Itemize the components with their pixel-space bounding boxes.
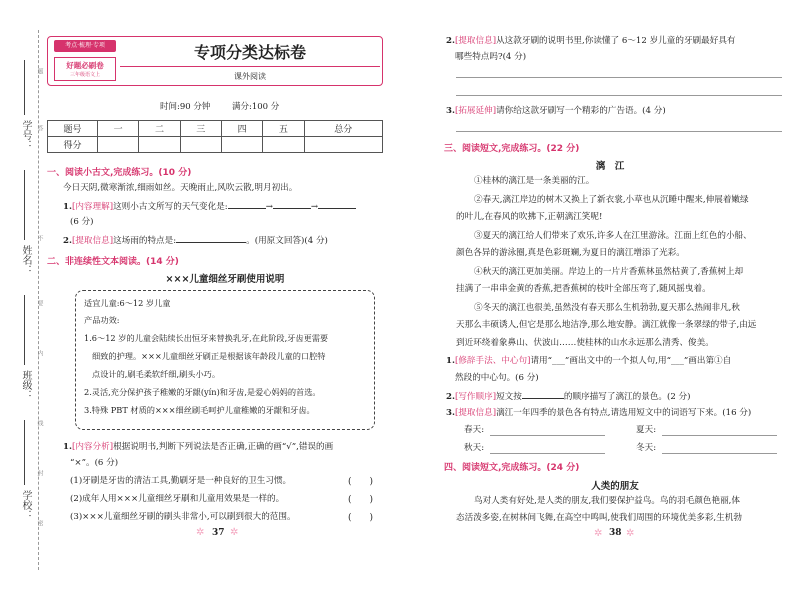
answer-line[interactable] [456,131,782,132]
section-1-title: 一、阅读小古文,完成练习。(10 分) [47,168,192,178]
palm-decoration-icon: ✲ [626,528,635,539]
class-label: 班级： [20,370,31,400]
class-field[interactable] [24,295,25,365]
article-title: ×××儿童细丝牙刷使用说明 [165,274,285,285]
question-3-2 [446,389,786,404]
score-header: 五 [263,121,304,137]
season-label-summer: 夏天: [636,425,657,435]
judge-item: (3)×××儿童细丝牙刷的刷头非常小,可以刷到很大的范围。 [70,512,296,522]
question-tag: [写作顺序] [454,392,497,402]
question-1-2 [63,233,383,248]
passage-line: 颜色各异的游泳圈,真是色彩斑斓,为夏日的漓江增添了光彩。 [456,248,685,258]
box-line: 1.6～12 岁的儿童会陆续长出恒牙来替换乳牙,在此阶段,牙齿更需要 [84,333,329,343]
score-header: 题号 [48,121,98,137]
answer-blank[interactable] [273,199,311,209]
question-tail: 。(用原文回答)(4 分) [246,236,328,246]
question-tag: [拓展延伸] [454,106,497,116]
box-line: 产品功效: [84,315,120,325]
passage-line: ①桂林的漓江是一条美丽的江。 [474,176,595,186]
judge-answer[interactable]: ( ) [348,477,374,487]
box-line: 适宜儿童:6～12 岁儿童 [84,298,171,308]
passage-line: ⑤冬天的漓江也很美,虽然没有春天那么生机勃勃,夏天那么热闹非凡,秋 [474,303,741,313]
page-title: 专项分类达标卷 [193,43,306,62]
score-cell[interactable] [98,137,139,153]
question-number: 3. [446,106,455,116]
question-2-1-cont: “×”。(6 分) [70,458,119,468]
score-cell[interactable] [221,137,262,153]
page-subtitle: 课外阅读 [234,72,266,81]
palm-decoration-icon: ✲ [594,528,603,539]
passage-line: 态活泼多姿,在树林间飞舞,在高空中鸣叫,使我们周围的环境优美多彩,生机勃 [456,513,742,523]
answer-line[interactable] [456,77,782,78]
answer-line[interactable] [662,435,777,436]
section-4-title: 四、阅读短文,完成练习。(24 分) [444,463,580,473]
passage-line: ②春天,漓江岸边的树木又换上了新衣裳,小草也从沉睡中醒来,伸展着嫩绿 [474,195,749,205]
answer-line[interactable] [662,453,777,454]
question-tag: [提取信息] [454,408,497,418]
score-cell[interactable] [139,137,180,153]
answer-blank[interactable] [318,199,356,209]
score-table [47,120,383,153]
judge-answer[interactable]: ( ) [348,495,374,505]
question-1-1-score: (6 分) [70,217,94,227]
question-text: 请你给这款牙刷写一个精彩的广告语。(4 分) [496,106,666,116]
section-1-passage: 今日天阴,微寒渐浓,细雨如丝。天晚雨止,风吹云散,明月初出。 [63,183,298,193]
box-line: 细致的护理。×××儿童细丝牙刷正是根据该年龄段儿童的口腔特 [92,351,326,361]
judge-answer[interactable]: ( ) [348,513,374,523]
cut-char: 答 [36,125,43,131]
badge-main-text: 好题必刷卷 [66,61,104,70]
full-score: 满分:100 分 [232,102,280,112]
cut-char: 封 [36,470,43,476]
season-label-winter: 冬天: [636,443,657,453]
question-tag: [修辞手法、中心句] [454,356,531,366]
section-3-title: 三、阅读短文,完成练习。(22 分) [444,144,580,154]
cut-char: 内 [36,350,43,356]
score-header: 总分 [304,121,382,137]
question-2-1 [63,440,388,454]
question-number: 1. [63,202,72,212]
passage-line: 挂满了一串串金黄的香蕉,把香蕉树的枝叶全部压弯了,随风摇曳着。 [456,284,711,294]
badge-main [54,57,116,81]
title-divider [120,66,380,67]
question-number: 1. [446,356,455,366]
page-number: 38 [609,528,622,538]
score-header-row [48,121,383,137]
question-tail: 的顺序描写了漓江的景色。(2 分) [563,392,691,402]
question-text: 这场雨的特点是: [113,236,177,246]
score-header: 一 [98,121,139,137]
answer-blank[interactable] [176,233,246,243]
palm-decoration-icon: ✲ [196,527,205,538]
score-header: 四 [221,121,262,137]
season-label-spring: 春天: [464,425,485,435]
season-label-autumn: 秋天: [464,443,485,453]
question-3-1-cont: 然段的中心句。(6 分) [455,373,539,383]
name-field[interactable] [24,170,25,240]
badge-top: 考点·梳理·专项 [54,40,116,52]
question-text: 请用“___”画出文中的一个拟人句,用“___”画出第①自 [530,356,732,366]
passage-line: 到近环绕着象鼻山、伏波山……使桂林的山水永远那么清秀、俊美。 [456,338,714,348]
passage-line: 的叶儿,在春风的吹拂下,正朝漓江笑呢! [456,212,603,222]
passage-line: 鸟对人类有好处,是人类的朋友,我们要保护益鸟。鸟的羽毛颜色艳丽,体 [474,496,741,506]
school-label: 学校： [20,490,31,520]
judge-item: (2)成年人用×××儿童细丝牙刷和儿童用效果是一样的。 [70,494,285,504]
arrow-text: → [265,202,273,212]
question-tag: [内容理解] [71,202,114,212]
answer-blank[interactable] [228,199,266,209]
answer-line[interactable] [490,435,605,436]
answer-blank[interactable] [522,389,564,399]
box-line: 2.灵活,充分保护孩子稚嫩的牙龈(yín)和牙齿,是爱心妈妈的首选。 [84,387,321,397]
student-id-field[interactable] [24,60,25,115]
question-2-2 [446,34,786,48]
question-tag: [内容分析] [71,442,114,452]
score-row [48,137,383,153]
question-text: 从这款牙刷的说明书里,你读懂了 6～12 岁儿童的牙刷最好具有 [496,36,736,46]
question-number: 2. [63,236,72,246]
school-field[interactable] [24,420,25,485]
score-cell[interactable] [263,137,304,153]
question-text: 根据说明书,判断下列说法是否正确,正确的画“√”,错误的画 [113,442,334,452]
question-number: 1. [63,442,72,452]
exam-time: 时间:90 分钟 [160,102,211,112]
score-cell[interactable] [304,137,382,153]
question-text: 漓江一年四季的景色各有特点,请选用短文中的词语写下来。(16 分) [496,408,752,418]
score-header: 二 [139,121,180,137]
question-2-2-cont: 哪些特点吗?(4 分) [455,52,527,62]
cut-char: 题 [36,68,43,74]
question-tag: [提取信息] [71,236,114,246]
question-3-3 [446,406,791,420]
question-text: 短文按 [496,392,522,402]
passage-line: ③夏天的漓江给人们带来了欢乐,许多人在江里游泳。江面上红色的小船、 [474,231,752,241]
score-header: 三 [180,121,221,137]
passage-line: 天那么丰硕诱人,但它是那么地洁净,那么地安静。漓江就像一条翠绿的带子,由远 [456,320,757,330]
article-title: 漓 江 [595,161,625,172]
cut-char: 密 [36,520,43,526]
article-title: 人类的朋友 [591,481,639,492]
palm-decoration-icon: ✲ [230,527,239,538]
page-number: 37 [212,528,225,538]
question-number: 2. [446,36,455,46]
question-tag: [提取信息] [454,36,497,46]
section-2-title: 二、非连续性文本阅读。(14 分) [47,257,179,267]
question-2-3 [446,104,786,118]
question-1-1 [63,199,383,214]
badge-sub-text: 三年级语文上 [69,72,100,78]
question-text: 这则小古文所写的天气变化是: [113,202,228,212]
score-cell[interactable] [180,137,221,153]
student-id-label: 学号： [20,120,31,150]
answer-line[interactable] [490,453,605,454]
cut-char: 不 [36,235,43,241]
box-line: 点设计的,刷毛柔软纤细,刷头小巧。 [92,369,221,379]
question-3-1 [446,354,786,368]
question-number: 2. [446,392,455,402]
score-row-label: 得分 [48,137,98,153]
passage-line: ④秋天的漓江更加美丽。岸边上的一片片香蕉林虽然枯黄了,香蕉树上却 [474,267,744,277]
arrow-text: → [310,202,319,212]
question-number: 3. [446,408,455,418]
cut-char: 线 [36,420,43,426]
answer-line[interactable] [456,95,782,96]
cut-char: 要 [36,300,43,306]
name-label: 姓名： [20,245,31,275]
box-line: 3.特殊 PBT 材质的×××细丝刷毛呵护儿童稚嫩的牙龈和牙齿。 [84,405,315,415]
judge-item: (1)牙刷是牙齿的清洁工具,勤刷牙是一种良好的卫生习惯。 [70,476,292,486]
